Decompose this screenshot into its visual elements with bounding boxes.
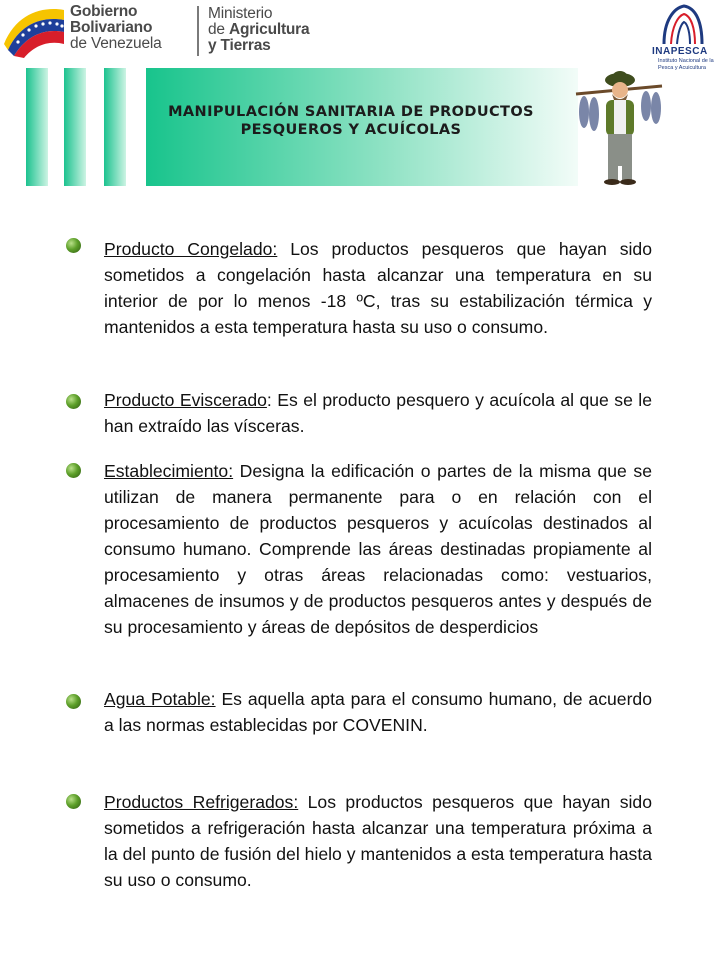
definition-text: Los productos pesqueros que hayan sido sometidos a congelación hasta alcanzar una temperatura en su interior de por lo menos -18 ºC, tras su estabilización térmica y mantenidos a esta temperatura hasta su uso o consumo. (104, 239, 652, 337)
banner-stripe (104, 68, 126, 186)
ministry-name (208, 6, 309, 54)
inapesca-name: INAPESCA (652, 46, 708, 57)
inapesca-subtitle: Instituto Nacional de la Pesca y Acuicultura (658, 58, 714, 71)
definition-term: Establecimiento: (104, 461, 234, 481)
ministry-line-2-prefix: de (208, 21, 229, 38)
inapesca-emblem-icon (644, 2, 720, 48)
bullet-icon (66, 238, 81, 253)
bullet-icon (66, 463, 81, 478)
definition-item (104, 789, 652, 893)
ministry-line-1: Ministerio (208, 5, 273, 22)
definition-item (104, 387, 652, 439)
gov-line-2: Bolivariano (70, 19, 153, 36)
ministry-line-2-bold: Agricultura (228, 21, 310, 38)
banner-stripe (26, 68, 48, 186)
bullet-icon (66, 794, 81, 809)
bullet-icon (66, 394, 81, 409)
page-title (146, 103, 556, 139)
fisherman-illustration (574, 60, 664, 188)
banner-stripe (64, 68, 86, 186)
title-banner (0, 68, 580, 186)
definition-item (104, 236, 652, 340)
ministry-line-2 (208, 22, 309, 38)
government-logo (0, 0, 340, 62)
definition-text: Es aquella apta para el consumo humano, de acuerdo a las normas establecidas por COVENIN. (104, 689, 652, 735)
title-line-1: MANIPULACIÓN SANITARIA DE PRODUCTOS (168, 104, 534, 120)
definition-term: Producto Congelado: (104, 239, 278, 259)
definition-term: Productos Refrigerados: (104, 792, 299, 812)
definition-text: : Es el producto pesquero y acuícola al que se le han extraído las vísceras. (104, 390, 652, 436)
government-name (70, 4, 162, 52)
definition-item (104, 458, 652, 640)
definition-term: Producto Eviscerado (104, 390, 267, 410)
gov-line-3: de Venezuela (70, 35, 162, 52)
definition-text: Los productos pesqueros que hayan sido sometidos a refrigeración hasta alcanzar una temperatura próxima a la del punto de fusión del hielo y mantenidos a esta temperatura hasta su uso o consumo. (104, 792, 653, 890)
definition-item (104, 686, 652, 738)
gov-line-1: Gobierno (70, 3, 138, 20)
venezuela-flag-icon (2, 4, 66, 58)
ministry-line-3: y Tierras (208, 37, 271, 54)
banner-main (146, 68, 578, 186)
logo-divider (197, 6, 199, 56)
definition-text: Designa la edificación o partes de la misma que se utilizan de manera permanente para o en relación con el procesamiento de productos pesqueros y acuícolas destinados al consumo humano. Comprende las áreas destinadas propiamente al procesamiento y otras áreas relacionadas como: vestuarios, almacenes de insumos y de productos pesqueros antes y después de su procesamiento y áreas de depósitos de desperdicios (104, 461, 652, 637)
definition-term: Agua Potable: (104, 689, 216, 709)
title-line-2: PESQUEROS Y ACUÍCOLAS (240, 122, 462, 138)
bullet-icon (66, 694, 81, 709)
